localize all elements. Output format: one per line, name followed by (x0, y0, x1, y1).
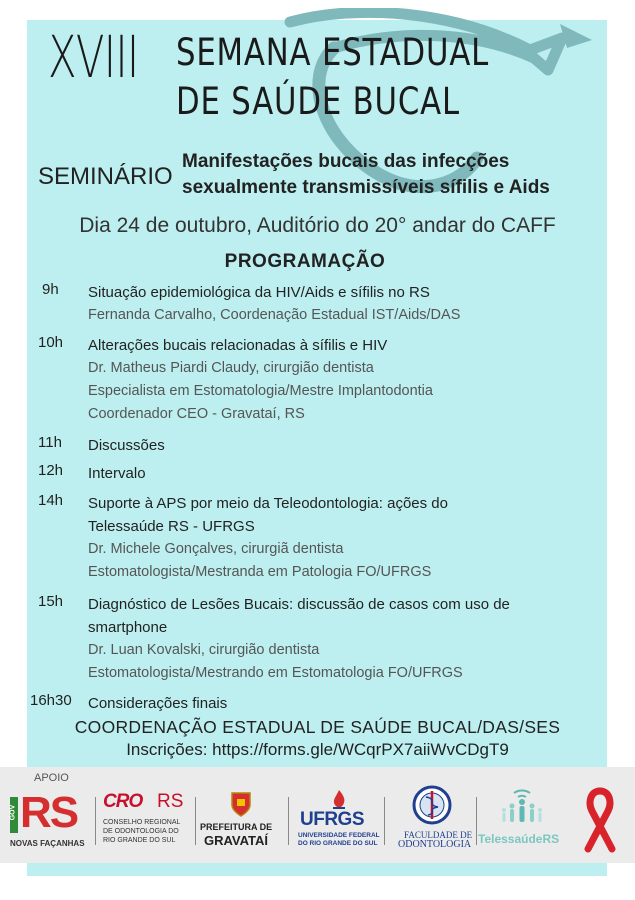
cro-caption-3: RIO GRANDE DO SUL (103, 837, 176, 844)
schedule-speaker: Dr. Michele Gonçalves, cirurgiã dentista (88, 541, 344, 557)
registration-line: Inscrições: https://forms.gle/WCqrPX7aiiWvCDgT9 (126, 740, 509, 759)
telessaude-rs-logo (478, 785, 568, 855)
seminar-label: SEMINÁRIO (38, 163, 173, 190)
logo-separator (384, 797, 385, 845)
seminar-topic-line1: Manifestações bucais das infecções (182, 151, 510, 172)
ufrgs-name: UFRGS (300, 809, 364, 830)
cro-rs-logo (103, 791, 193, 855)
schedule-speaker: Dr. Luan Kovalski, cirurgião dentista (88, 642, 320, 658)
logo-separator (195, 797, 196, 845)
schedule-speaker-detail: Estomatologista/Mestranda em Patologia FO/UFRGS (88, 564, 432, 580)
flame-icon (330, 789, 348, 811)
faculdade-odontologia-logo (392, 785, 472, 855)
cro-caption-2: DE ODONTOLOGIA DO (103, 828, 179, 835)
schedule-time: 16h30 (30, 692, 72, 709)
schedule-title: Diagnóstico de Lesões Bucais: discussão de casos com uso de (88, 596, 510, 613)
schedule-title-cont: Telessaúde RS - UFRGS (88, 518, 255, 535)
schedule-time: 10h (38, 334, 64, 351)
cro-caption-1: CONSELHO REGIONAL (103, 819, 181, 826)
prefeitura-gravatai-logo (200, 791, 282, 855)
schedule-title: Intervalo (88, 465, 146, 482)
schedule-time: 15h (38, 593, 64, 610)
cro-mark: CRO (103, 791, 143, 812)
logo-separator (95, 797, 96, 845)
schedule-title: Discussões (88, 437, 165, 454)
schedule-time: 12h (38, 462, 64, 479)
people-signal-icon (500, 785, 544, 827)
city-crest-icon (230, 791, 252, 817)
gov-rs-small: GOV (9, 804, 17, 821)
schedule-title-cont: smartphone (88, 619, 168, 636)
schedule-time: 11h (38, 434, 62, 451)
ufrgs-caption-2: DO RIO GRANDE DO SUL (298, 840, 378, 847)
ufrgs-logo (296, 789, 382, 853)
cro-state: RS (157, 791, 184, 812)
coordination-line: COORDENAÇÃO ESTADUAL DE SAÚDE BUCAL/DAS/SES (74, 717, 561, 737)
schedule-speaker-detail: Especialista em Estomatologia/Mestre Implantodontia (88, 383, 433, 399)
telessaude-name: TelessaúdeRS (478, 832, 560, 846)
caduceus-emblem-icon (412, 785, 452, 827)
schedule-title: Suporte à APS por meio da Teleodontologia: ações do (88, 495, 448, 512)
aids-ribbon-icon (578, 787, 622, 853)
schedule-speaker: Fernanda Carvalho, Coordenação Estadual IST/Aids/DAS (88, 307, 461, 323)
schedule-speaker-detail: Estomatologista/Mestrando em Estomatologia FO/UFRGS (88, 665, 463, 681)
event-numeral: XVIII (48, 23, 139, 91)
schedule-time: 14h (38, 492, 64, 509)
schedule-time: 9h (42, 281, 59, 298)
seminar-topic (182, 149, 550, 201)
faculdade-line2: ODONTOLOGIA (398, 839, 472, 850)
program-heading: PROGRAMAÇÃO (224, 251, 386, 272)
gov-rs-big: RS (20, 788, 78, 837)
support-label: APOIO (34, 772, 69, 784)
logo-separator (288, 797, 289, 845)
date-line: Dia 24 de outubro, Auditório do 20° andar do CAFF (79, 214, 556, 237)
seminar-topic-line2: sexualmente transmissíveis sífilis e Aids (182, 177, 550, 198)
schedule-title: Alterações bucais relacionadas à sífilis e HIV (88, 337, 388, 354)
support-logo-bar (0, 767, 635, 863)
schedule-speaker: Dr. Matheus Piardi Claudy, cirurgião dentista (88, 360, 374, 376)
prefeitura-line2: GRAVATAÍ (204, 833, 269, 848)
gov-rs-logo (10, 789, 90, 855)
schedule-speaker-detail: Coordenador CEO - Gravataí, RS (88, 406, 305, 422)
ufrgs-caption-1: UNIVERSIDADE FEDERAL (298, 832, 380, 839)
schedule-title: Situação epidemiológica da HIV/Aids e sífilis no RS (88, 284, 430, 301)
gov-rs-caption: NOVAS FAÇANHAS (10, 839, 85, 848)
event-title-line1: SEMANA ESTADUAL (176, 31, 490, 74)
event-title-line2: DE SAÚDE BUCAL (176, 80, 460, 123)
logo-separator (476, 797, 477, 845)
prefeitura-line1: PREFEITURA DE (200, 822, 273, 832)
schedule-title: Considerações finais (88, 695, 228, 712)
faculdade-line1: FACULDADE DE (404, 830, 473, 840)
